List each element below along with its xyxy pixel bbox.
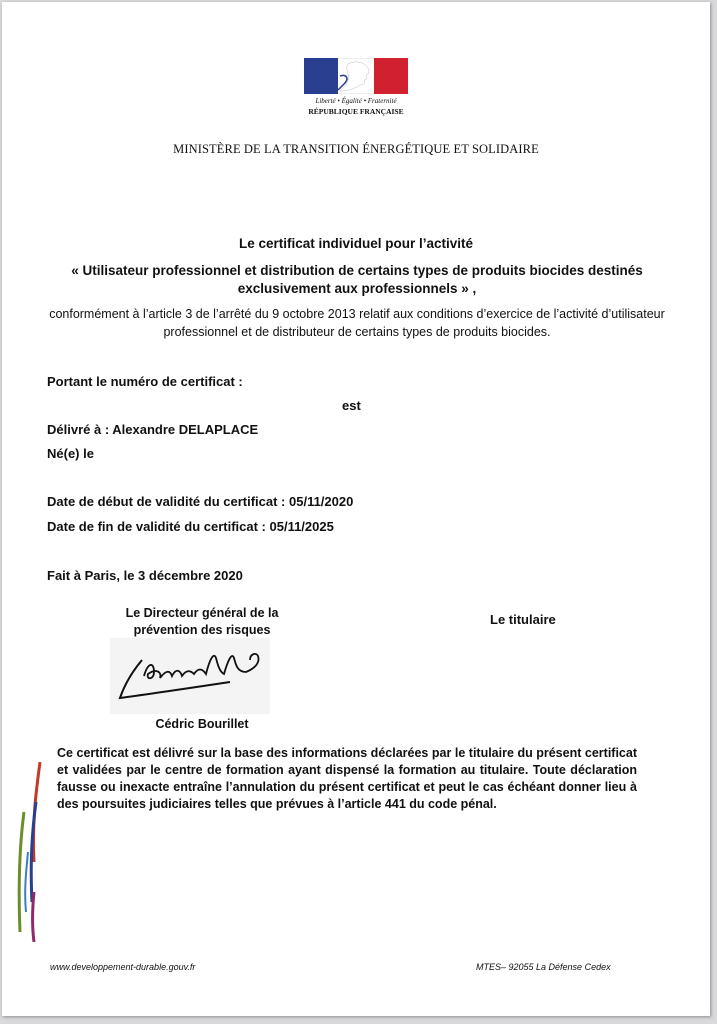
director-name: Cédric Bourillet	[155, 717, 249, 731]
certificate-activity: « Utilisateur professionnel et distribution de certains types de produits biocides destinés exclusivement aux professionnels » ,	[71, 263, 643, 296]
certificate-page	[2, 2, 710, 1016]
certificate-number-label: Portant le numéro de certificat :	[47, 374, 243, 389]
republic-name: RÉPUBLIQUE FRANÇAISE	[308, 107, 404, 116]
place-and-date: Fait à Paris, le 3 décembre 2020	[47, 568, 243, 583]
republic-motto: Liberté • Égalité • Fraternité	[315, 97, 397, 105]
footer-address: MTES– 92055 La Défense Cedex	[476, 962, 611, 972]
ministry-decorative-lines	[10, 762, 50, 942]
validity-end-date: Date de fin de validité du certificat : 05/11/2025	[47, 519, 334, 534]
director-signature	[110, 638, 270, 714]
delivered-to: Délivré à : Alexandre DELAPLACE	[47, 422, 259, 437]
republique-francaise-logo	[304, 58, 408, 124]
birth-date-label: Né(e) le	[47, 446, 94, 461]
conformity-paragraph: conformément à l’article 3 de l’arrêté du 9 octobre 2013 relatif aux conditions d’exercice de l’activité d’utilisateur professionnel et de distributeur de certains types de produits biocides.	[49, 307, 665, 339]
tricolor-flag	[304, 58, 408, 94]
holder-title: Le titulaire	[490, 612, 556, 627]
ministry-name: MINISTÈRE DE LA TRANSITION ÉNERGÉTIQUE ET SOLIDAIRE	[173, 142, 539, 156]
certificate-title: Le certificat individuel pour l’activité	[238, 236, 474, 251]
est-text: est	[342, 398, 361, 413]
marianne-profile-icon	[304, 58, 408, 94]
legal-notice: Ce certificat est délivré sur la base des informations déclarées par le titulaire du présent certificat et validées par le centre de formation ayant dispensé la formation au titulaire. Toute déclaration fausse ou inexacte entraîne l’annulation du présent certificat et peut le cas échéant donner lieu à des poursuites judiciaires telles que prévues à l’article 441 du code pénal.	[57, 746, 637, 811]
footer-website: www.developpement-durable.gouv.fr	[50, 962, 196, 972]
director-title: Le Directeur général de la prévention des risques	[125, 606, 279, 637]
validity-start-date: Date de début de validité du certificat : 05/11/2020	[47, 494, 354, 509]
